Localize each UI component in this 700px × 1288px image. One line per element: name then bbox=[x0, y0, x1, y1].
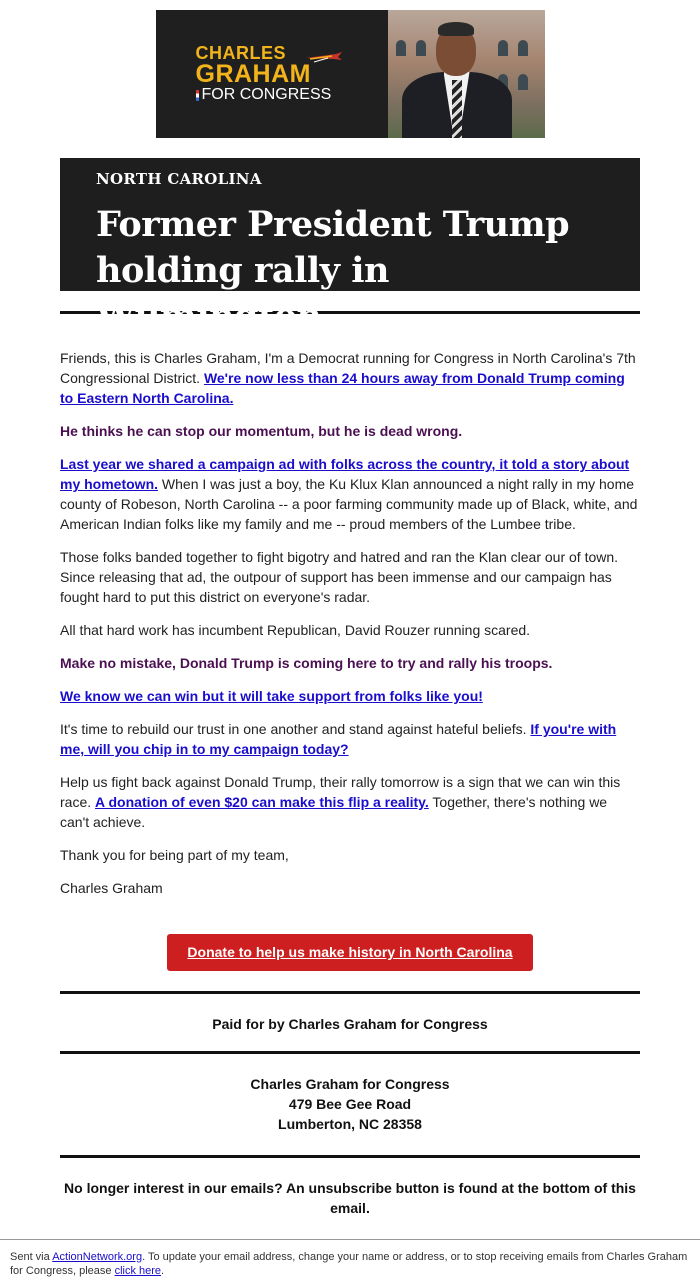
sent-via-footer bbox=[0, 1239, 700, 1278]
paragraph-chip-in bbox=[60, 719, 640, 759]
campaign-ad-link[interactable]: Last year we shared a campaign ad with folks across the country, it told a story about my hometown. bbox=[60, 456, 630, 492]
cta-container bbox=[0, 934, 700, 971]
address-city: Lumberton, NC 28358 bbox=[278, 1116, 422, 1132]
intro-text: Friends, this is Charles Graham, I'm a Democrat running for Congress in North Carolina's 7th Congressional District. bbox=[60, 350, 636, 386]
paragraph-hometown bbox=[60, 454, 640, 534]
manage-subscription-link[interactable]: click here bbox=[114, 1265, 162, 1277]
support-link[interactable]: We know we can win but it will take support from folks like you! bbox=[60, 688, 483, 704]
paragraph-win bbox=[60, 686, 640, 706]
email-body bbox=[60, 348, 640, 898]
hometown-text: When I was just a boy, the Ku Klux Klan announced a night rally in my home county of Robeson, North Carolina -- a poor farming community made up of Black, white, and American Indian folks like my family and me -- proud members of the Lumbee tribe. bbox=[60, 476, 638, 532]
chip-in-link[interactable]: If you're with me, will you chip in to my campaign today? bbox=[60, 721, 617, 757]
together-text: Together, there's nothing we can't achieve. bbox=[60, 794, 608, 830]
signature: Charles Graham bbox=[60, 880, 163, 896]
trump-coming-link[interactable]: We're now less than 24 hours away from Donald Trump coming to Eastern North Carolina. bbox=[60, 370, 625, 406]
rebuild-trust-text: It's time to rebuild our trust in one another and stand against hateful beliefs. bbox=[60, 721, 531, 737]
logo-last-name: GRAHAM bbox=[195, 60, 311, 88]
paragraph-intro bbox=[60, 348, 640, 408]
logo-tagline bbox=[196, 86, 388, 104]
news-headline-image bbox=[60, 158, 640, 337]
paragraph-rouzer: All that hard work has incumbent Republican, David Rouzer running scared. bbox=[60, 622, 531, 638]
sent-via-middle: . To update your email address, change your name or address, or to stop receiving emails from Charles Graham for Congress, please bbox=[10, 1251, 688, 1277]
candidate-photo bbox=[388, 10, 545, 138]
fight-back-text: Help us fight back against Donald Trump, their rally tomorrow is a sign that we can win this race. bbox=[60, 774, 621, 810]
momentum-statement: He thinks he can stop our momentum, but he is dead wrong. bbox=[60, 423, 463, 439]
paragraph-donation bbox=[60, 772, 640, 832]
candidate-hair bbox=[438, 22, 474, 36]
logo-tagline-text: FOR CONGRESS bbox=[201, 86, 332, 103]
feather-icon bbox=[306, 50, 342, 64]
headline-kicker: NORTH CAROLINA bbox=[96, 170, 262, 188]
donate-button[interactable]: Donate to help us make history in North Carolina bbox=[167, 934, 533, 971]
paragraph-klan: Those folks banded together to fight bigotry and hatred and ran the Klan clear our of town. Since releasing that ad, the outpour of support has been immense and our campaign has fought hard to put this district on everyone's radar. bbox=[60, 549, 619, 605]
actionnetwork-link[interactable]: ActionNetwork.org bbox=[52, 1251, 143, 1263]
trump-rally-statement: Make no mistake, Donald Trump is coming here to try and rally his troops. bbox=[60, 655, 553, 671]
unsubscribe-note: No longer interest in our emails? An unsubscribe button is found at the bottom of this email. bbox=[64, 1180, 636, 1216]
candidate-tie bbox=[452, 80, 462, 138]
address-name: Charles Graham for Congress bbox=[250, 1076, 450, 1092]
thank-you-text: Thank you for being part of my team, bbox=[60, 847, 289, 863]
campaign-logo bbox=[156, 10, 388, 138]
donation-20-link[interactable]: A donation of even $20 can make this flip a reality. bbox=[95, 794, 429, 810]
campaign-banner bbox=[156, 10, 545, 138]
sent-via-prefix: Sent via bbox=[10, 1251, 53, 1263]
flag-icon bbox=[196, 90, 199, 101]
mailing-address bbox=[60, 1054, 640, 1155]
sent-via-suffix: . bbox=[161, 1265, 165, 1277]
headline-title: Former President Trump holding rally in Wilmington bbox=[96, 204, 570, 337]
address-street: 479 Bee Gee Road bbox=[288, 1096, 412, 1112]
paid-for-disclaimer: Paid for by Charles Graham for Congress bbox=[212, 1016, 488, 1032]
logo-first-name: CHARLES bbox=[195, 43, 287, 63]
